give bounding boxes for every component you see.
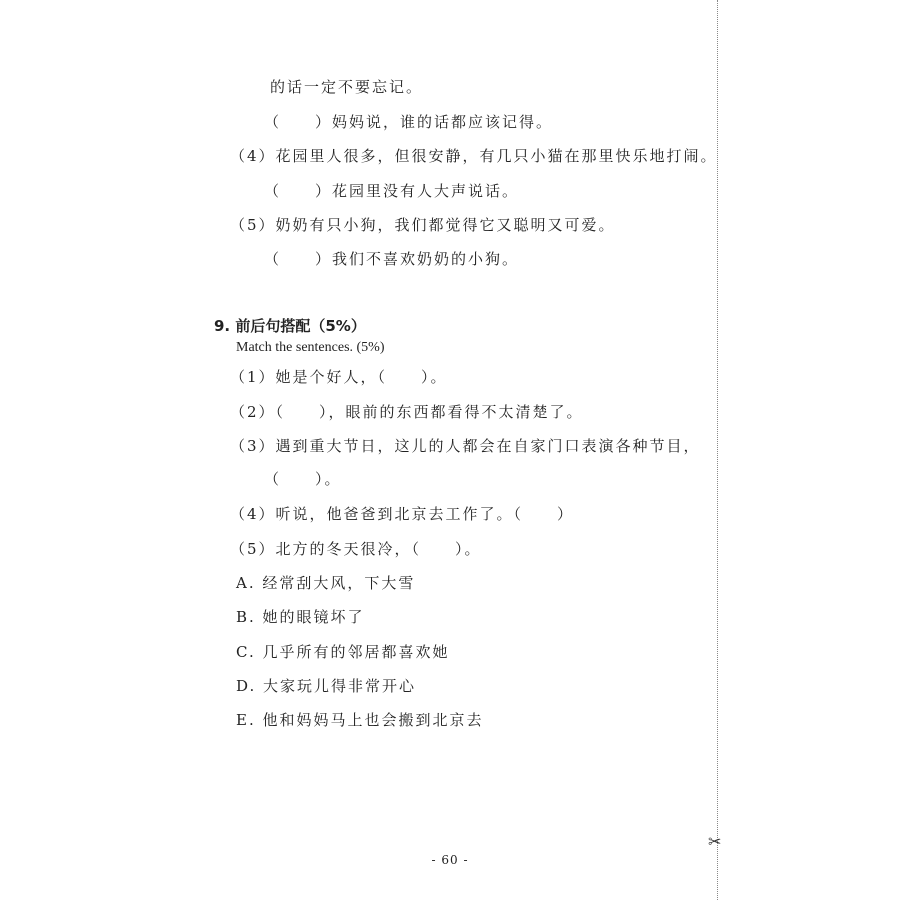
match-item-continuation: （ ）。 bbox=[264, 470, 342, 488]
exercise-subtitle: Match the sentences. (5%) bbox=[236, 340, 385, 355]
question-line: （4）花园里人很多，但很安静，有几只小猫在那里快乐地打闹。 bbox=[230, 147, 718, 165]
match-item: （1）她是个好人，（ ）。 bbox=[230, 368, 448, 386]
match-item: （2）（ ），眼前的东西都看得不太清楚了。 bbox=[230, 403, 584, 421]
text-line: 的话一定不要忘记。 bbox=[270, 78, 424, 96]
match-item: （3）遇到重大节日，这儿的人都会在自家门口表演各种节目， bbox=[230, 437, 701, 455]
option-b: B. 她的眼镜坏了 bbox=[236, 608, 365, 626]
cut-line bbox=[717, 0, 718, 900]
answer-line: （ ）花园里没有人大声说话。 bbox=[264, 182, 520, 200]
question-line: （5）奶奶有只小狗，我们都觉得它又聪明又可爱。 bbox=[230, 216, 616, 234]
option-e: E. 他和妈妈马上也会搬到北京去 bbox=[236, 711, 484, 729]
option-c: C. 几乎所有的邻居都喜欢她 bbox=[236, 643, 450, 661]
match-item: （5）北方的冬天很冷，（ ）。 bbox=[230, 540, 482, 558]
exercise-title: 9. 前后句搭配（5%） bbox=[214, 317, 366, 335]
option-a: A. 经常刮大风，下大雪 bbox=[236, 574, 416, 592]
page-number: - 60 - bbox=[431, 853, 469, 867]
match-item: （4）听说，他爸爸到北京去工作了。（ ） bbox=[230, 505, 575, 523]
option-d: D. 大家玩儿得非常开心 bbox=[236, 677, 417, 695]
answer-line: （ ）我们不喜欢奶奶的小狗。 bbox=[264, 250, 520, 268]
answer-line: （ ）妈妈说，谁的话都应该记得。 bbox=[264, 113, 554, 131]
scissors-icon: ✂ bbox=[708, 832, 722, 851]
